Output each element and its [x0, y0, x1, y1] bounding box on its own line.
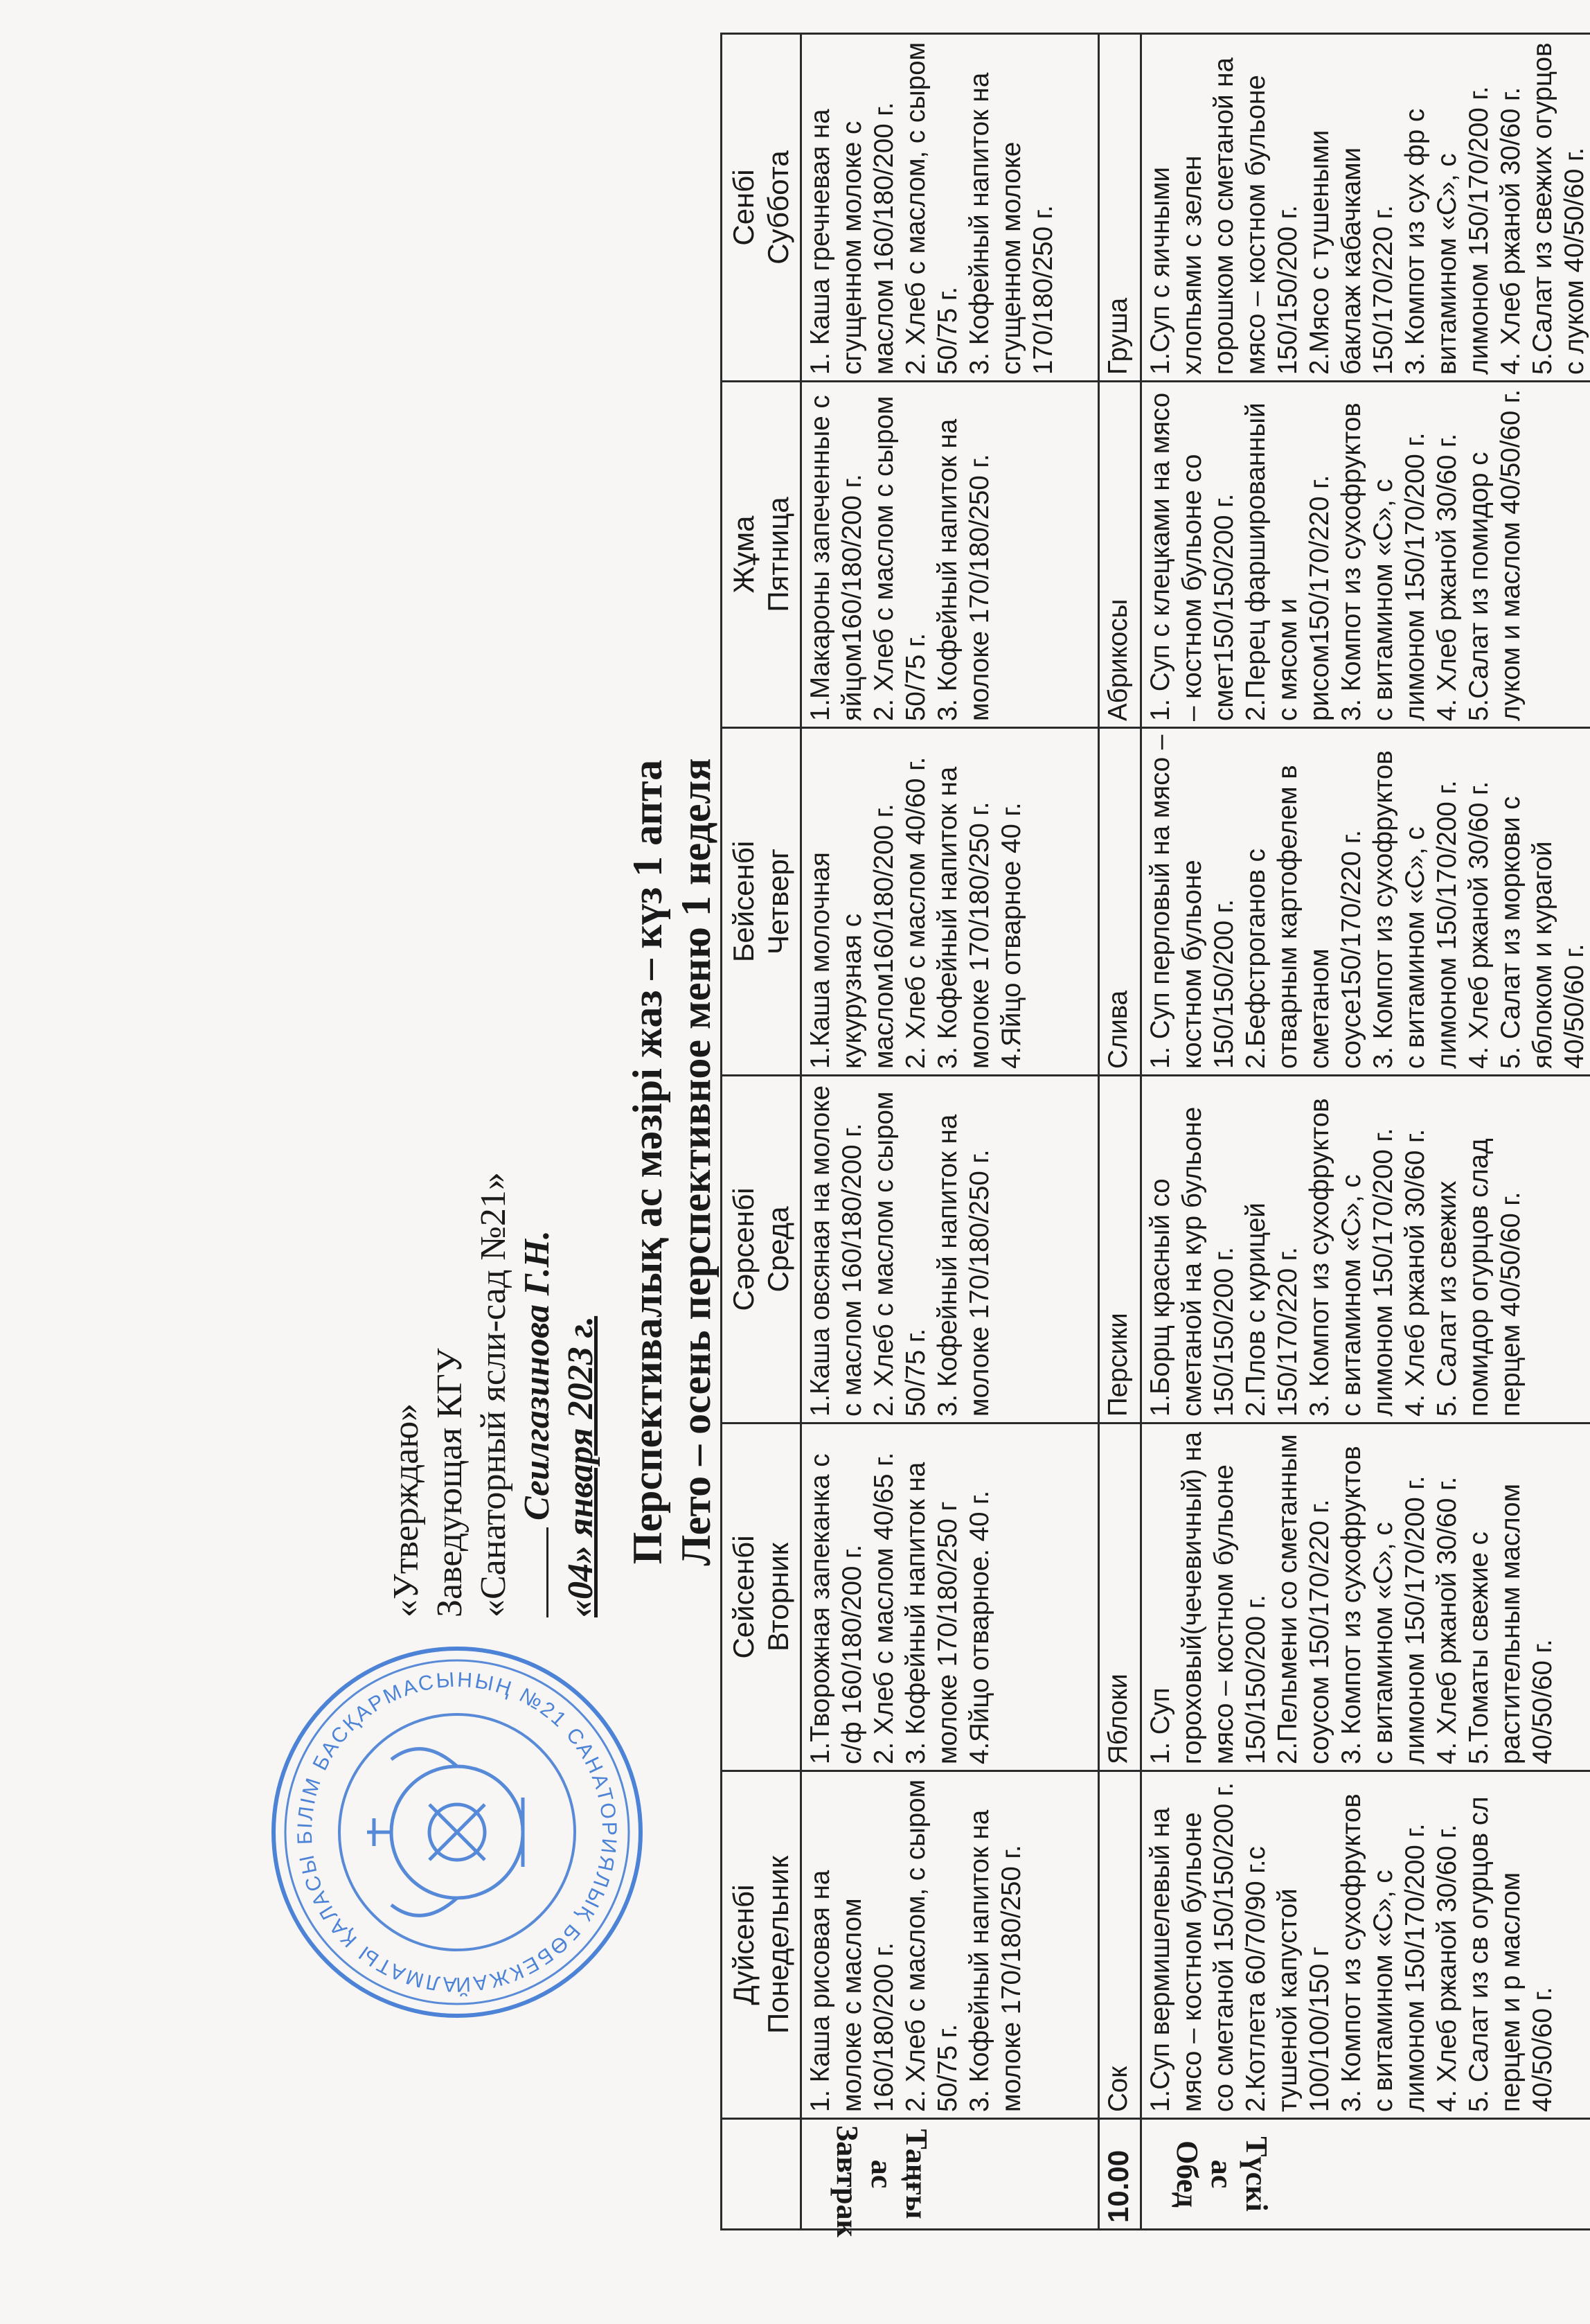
title-kazakh: Перспективалық ас мәзірі жаз – күз 1 апта [625, 759, 670, 1565]
snack-time: 10.00 [1099, 2119, 1141, 2230]
lunch-thursday: 1. Суп перловый на мясо – костном бульоне 150/150/200 г. 2.Бефстроганов с отварным картофелем в сметаном соусе150/170/220 г. 3. Компот из сухофруктов с витамином «С», с лимоном 150/170/200 г. 4. Хлеб ржаной 30/60 г. 5. Салат из моркови с яблоком и курагой 40/50/60 г. [1141, 728, 1590, 1076]
official-stamp [263, 1638, 651, 2026]
lunch-monday: 1.Суп вермишелевый на мясо – костном бульоне со сметаной 150/150/200 г. 2.Котлета 60/70/90 г.с тушеной капустой 100/100/150 г 3. Компот из сухофруктов с витамином «С», с лимоном 150/170/200 г. 4. Хлеб ржаной 30/60 г. 5. Салат из св огурцов сл перцем и р маслом 40/50/60 г. [1141, 1771, 1590, 2119]
approval-date: «04» января 2023 г. [561, 1315, 600, 1617]
meal-lunch-label: Түскі ас Обед [1141, 2119, 1590, 2230]
title-russian: Лето – осень перспективное меню 1 неделя [673, 758, 719, 1566]
approval-position: Заведующая КГУ [430, 1348, 470, 1617]
lunch-tuesday: 1. Суп гороховый(чечевичный) на мясо – костном бульоне 150/150/200 г. 2.Пельмени со сметанным соусом 150/170/220 г. 3. Компот из сухофруктов с витамином «С», с лимоном 150/170/200 г. 4. Хлеб ржаной 30/60 г. 5.Томаты свежие с растительным маслом 40/50/60 г. [1141, 1423, 1590, 1771]
approval-organization: «Санаторный ясли-сад №21» [474, 1172, 513, 1617]
header-day-thursday: Бейсенбі Четверг [722, 728, 801, 1076]
header-day-monday: Дүйсенбі Понедельник [722, 1771, 801, 2119]
breakfast-monday: 1. Каша рисовая на молоке с маслом 160/180/200 г. 2. Хлеб с маслом, с сыром 50/75 г. 3. Кофейный напиток на молоке 170/180/250 г. [801, 1771, 1099, 2119]
table-row [1141, 34, 1590, 2230]
snack-tuesday: Яблоки [1099, 1423, 1141, 1771]
approval-title: «Утверждаю» [386, 1403, 426, 1617]
header-day-wednesday: Сәрсенбі Среда [722, 1076, 801, 1423]
snack-thursday: Слива [1099, 728, 1141, 1076]
table-header-row [722, 34, 801, 2230]
lunch-saturday: 1.Суп с яичными хлопьями с зелен горошком со сметаной на мясо – костном бульоне 150/150/200 г. 2.Мясо с тушеными баклаж кабачками 150/170/220 г. 3. Компот из сух фр с витамином «С», с лимоном 150/170/200 г. 4. Хлеб ржаной 30/60 г. 5.Салат из свежих огурцов с луком 40/50/60 г. [1141, 34, 1590, 382]
breakfast-thursday: 1.Каша молочная кукурузная с маслом160/180/200 г. 2. Хлеб с маслом 40/60 г. 3. Кофейный напиток на молоке 170/180/250 г. 4.Яйцо отварное 40 г. [801, 728, 1099, 1076]
header-day-tuesday: Сейсенбі Вторник [722, 1423, 801, 1771]
breakfast-friday: 1.Макароны запеченные с яйцом160/180/200 г. 2. Хлеб с маслом с сыром 50/75 г. 3. Кофейный напиток на молоке 170/180/250 г. [801, 382, 1099, 728]
kazakhstan-emblem-icon [367, 1749, 523, 1916]
stamp-text: АЛМАТЫ ҚАЛАСЫ БІЛІМ БАСҚАРМАСЫНЫҢ №21 САНАТОРИЯЛЫҚ БӨБЕКЖАЙ [293, 1668, 621, 1996]
snack-saturday: Груша [1099, 34, 1141, 382]
lunch-friday: 1. Суп с клецками на мясо – костном бульоне со смет150/150/200 г. 2.Перец фаршированный с мясом и рисом150/170/220 г. 3. Компот из сухофруктов с витамином «С», с лимоном 150/170/200 г. 4. Хлеб ржаной 30/60 г. 5.Салат из помидор с луком и маслом 40/50/60 г. [1141, 382, 1590, 728]
breakfast-saturday: 1. Каша гречневая на сгущенном молоке с маслом 160/180/200 г. 2. Хлеб с маслом, с сыром 50/75 г. 3. Кофейный напиток на сгущенном молоке 170/180/250 г. [801, 34, 1099, 382]
snack-friday: Абрикосы [1099, 382, 1141, 728]
snack-monday: Сок [1099, 1771, 1141, 2119]
breakfast-tuesday: 1.Творожная запеканка с с/ф 160/180/200 г. 2. Хлеб с маслом 40/65 г. 3. Кофейный напиток на молоке 170/180/250 г 4.Яйцо отварное. 40 г. [801, 1423, 1099, 1771]
approval-block [384, 1172, 602, 1617]
lunch-wednesday: 1.Борщ красный со сметаной на кур бульоне 150/150/200 г. 2.Плов с курицей 150/170/220 г. 3. Компот из сухофруктов с витамином «С», с лимоном 150/170/200 г. 4. Хлеб ржаной 30/60 г. 5. Салат из свежих помидор огурцов слад перцем 40/50/60 г. [1141, 1076, 1590, 1423]
table-row [1099, 34, 1141, 2230]
header-day-saturday: Сенбі Суббота [722, 34, 801, 382]
approval-signer: Сеилгазинова Г.Н. [517, 1230, 557, 1520]
header-empty [722, 2119, 801, 2230]
table-row [801, 34, 1099, 2230]
menu-table [720, 33, 1590, 2237]
page-titles [623, 0, 720, 2324]
header-day-friday: Жұма Пятница [722, 382, 801, 728]
breakfast-wednesday: 1.Каша овсяная на молоке с маслом 160/180/200 г. 2. Хлеб с маслом с сыром 50/75 г. 3. Кофейный напиток на молоке 170/180/250 г. [801, 1076, 1099, 1423]
signature-line [546, 1527, 548, 1617]
snack-wednesday: Персики [1099, 1076, 1141, 1423]
meal-breakfast-label: Таңғы ас Завтрак [801, 2119, 1099, 2230]
